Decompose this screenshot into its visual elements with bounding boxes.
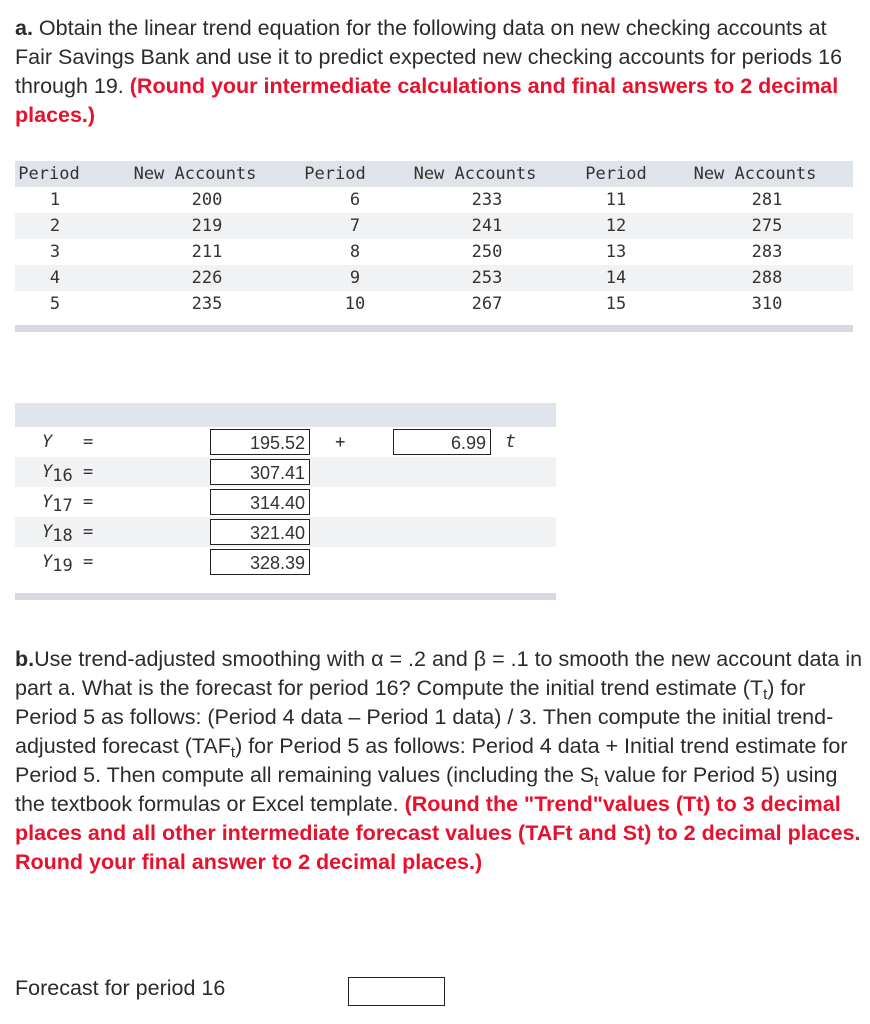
y16-input[interactable]: 307.41 — [210, 459, 310, 485]
table-cell: 275 — [751, 216, 783, 236]
part-b-instruction: (Round the "Trend"values (Tt) to 3 decimal places and all other intermediate forecast values (TAFt and St) to 2 decimal places. Round your final answer to 2 decimal places.) — [15, 792, 861, 874]
question-part-b — [15, 645, 865, 877]
table-cell: 288 — [751, 268, 783, 288]
plus-sign: + — [335, 432, 346, 452]
trend-y-label: Y — [42, 432, 53, 452]
table-cell: 235 — [191, 294, 223, 314]
table-cell: 253 — [471, 268, 503, 288]
table-cell: 2 — [49, 216, 61, 236]
y19-label: $Y_{19}$ — [42, 552, 73, 576]
table-row — [15, 213, 853, 239]
table-cell: 281 — [751, 190, 783, 210]
table-cell: 15 — [605, 294, 627, 314]
table-row — [15, 265, 853, 291]
trend-equation-row — [15, 427, 556, 457]
intercept-input[interactable]: 195.52 — [210, 429, 310, 455]
header-accounts-1: New Accounts — [133, 164, 257, 184]
table-cell: 13 — [605, 242, 627, 262]
table-cell: 7 — [349, 216, 361, 236]
y17-label: $Y_{17}$ — [42, 492, 73, 516]
header-accounts-3: New Accounts — [693, 164, 817, 184]
question-part-a — [15, 14, 865, 130]
answer-table — [15, 403, 556, 577]
table-row — [15, 291, 853, 317]
table-cell: 3 — [49, 242, 61, 262]
table-cell: 310 — [751, 294, 783, 314]
y16-label: $Y_{16}$ — [42, 462, 73, 486]
table-cell: 12 — [605, 216, 627, 236]
t-variable: t — [505, 431, 516, 452]
table-cell: 5 — [49, 294, 61, 314]
table-cell: 6 — [349, 190, 361, 210]
y17-input[interactable]: 314.40 — [210, 489, 310, 515]
equals-sign: = — [83, 522, 94, 542]
table-row — [15, 187, 853, 213]
part-a-instruction: (Round your intermediate calculations and final answers to 2 decimal places.) — [15, 74, 839, 127]
table-cell: 10 — [344, 294, 366, 314]
table-cell: 267 — [471, 294, 503, 314]
equals-sign: = — [83, 432, 94, 452]
forecast-row-19 — [15, 547, 556, 577]
part-b-label: b. — [15, 647, 35, 671]
table-cell: 241 — [471, 216, 503, 236]
answer-table-header — [15, 403, 556, 427]
subscript-t: t — [230, 744, 236, 761]
forecast-row-17 — [15, 487, 556, 517]
subscript-t: t — [594, 773, 599, 790]
equals-sign: = — [83, 492, 94, 512]
table-row — [15, 239, 853, 265]
part-b-text-1: Use trend-adjusted smoothing with α = .2 and β = .1 to smooth the new account data in part a. What is the forecast for period 16? Compute the initial trend estimate (T — [15, 647, 863, 700]
header-accounts-2: New Accounts — [413, 164, 537, 184]
y18-input[interactable]: 321.40 — [210, 519, 310, 545]
table-cell: 211 — [191, 242, 223, 262]
table-cell: 1 — [49, 190, 61, 210]
forecast-row-18 — [15, 517, 556, 547]
part-a-label: a. — [15, 16, 33, 40]
table-cell: 283 — [751, 242, 783, 262]
y19-input[interactable]: 328.39 — [210, 549, 310, 575]
equals-sign: = — [83, 552, 94, 572]
forecast-input[interactable] — [348, 977, 445, 1006]
y18-label: $Y_{18}$ — [42, 522, 73, 546]
header-period-3: Period — [585, 164, 647, 184]
table-cell: 11 — [605, 190, 627, 210]
forecast-row-16 — [15, 457, 556, 487]
part-a-text: Obtain the linear trend equation for the following data on new checking accounts at Fair Savings Bank and use it to predict expected new checking accounts for periods 16 through 19. — [15, 16, 843, 98]
table-cell: 219 — [191, 216, 223, 236]
table-header — [15, 161, 853, 187]
table-bottom-divider — [15, 325, 853, 332]
table-cell: 250 — [471, 242, 503, 262]
header-period-2: Period — [304, 164, 366, 184]
forecast-label: Forecast for period 16 — [15, 976, 226, 1000]
part-b-text-2: ) for Period 5 as follows: (Period 4 data – Period 1 data) / 3. Then compute the initial trend-adjusted forecast (TAF — [15, 676, 834, 758]
table-cell: 233 — [471, 190, 503, 210]
table-cell: 14 — [605, 268, 627, 288]
part-b-text-3: ) for Period 5 as follows: Period 4 data + Initial trend estimate for Period 5. Then compute all remaining values (including the S — [15, 734, 848, 787]
equals-sign: = — [83, 462, 94, 482]
answer-table-bottom-divider — [15, 593, 556, 600]
part-b-text-4: value for Period 5) using the textbook formulas or Excel template. — [15, 763, 838, 816]
slope-input[interactable]: 6.99 — [393, 429, 491, 455]
table-cell: 200 — [191, 190, 223, 210]
table-cell: 8 — [349, 242, 361, 262]
table-cell: 9 — [349, 268, 361, 288]
table-cell: 226 — [191, 268, 223, 288]
data-table — [15, 161, 853, 317]
table-cell: 4 — [49, 268, 61, 288]
header-period-1: Period — [18, 164, 80, 184]
subscript-t: t — [763, 686, 768, 703]
